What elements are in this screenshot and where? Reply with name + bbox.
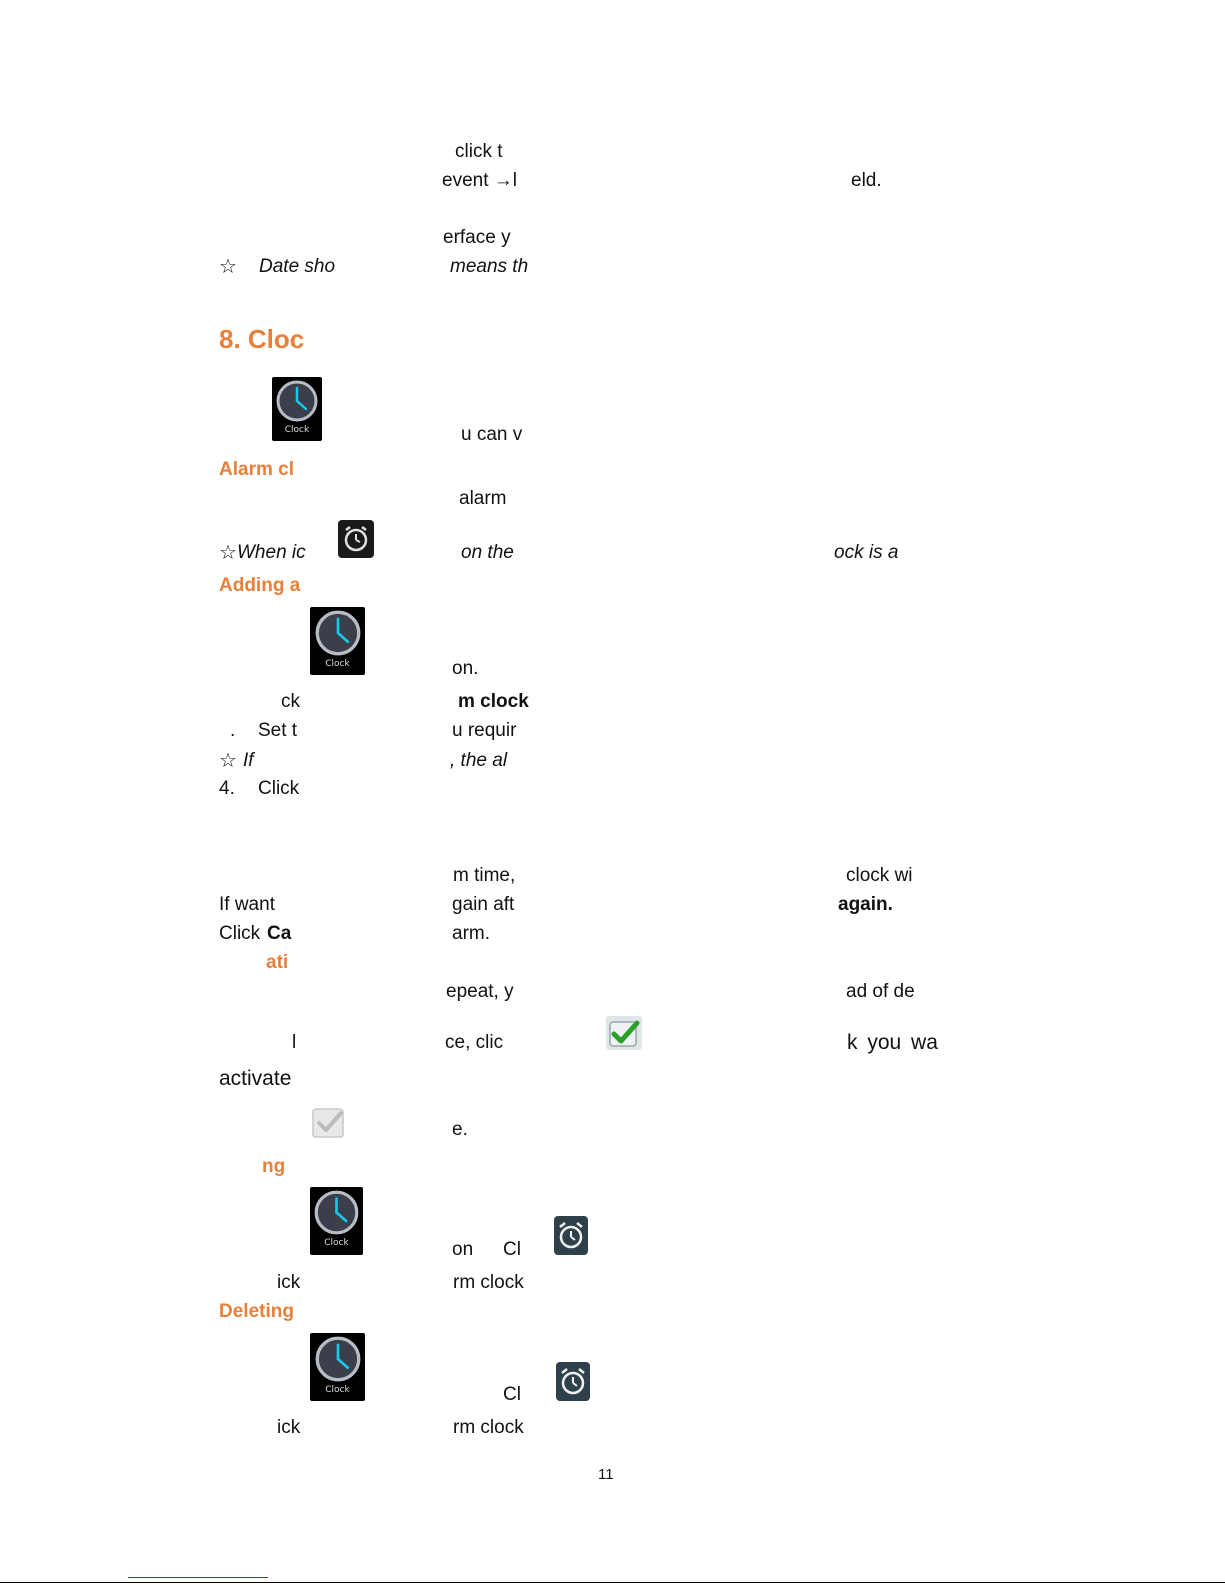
text-fragment: activate (219, 1067, 292, 1090)
subheading-alarm-clock: Alarm cl (219, 459, 294, 480)
text-fragment: clock wi (846, 865, 913, 886)
clock-face-icon (314, 1335, 362, 1383)
note-text: When ic (237, 542, 306, 563)
note-text: on the (461, 542, 514, 563)
text-fragment: rm clock (453, 1417, 524, 1438)
alarm-status-icon (338, 520, 374, 558)
note-text: If (243, 750, 254, 771)
text-fragment: ck (281, 691, 300, 712)
subheading-deleting: Deleting (219, 1301, 294, 1322)
alarm-tab-icon (554, 1216, 588, 1255)
text-fragment: Cl (503, 1239, 521, 1260)
text-fragment: m clock (458, 691, 529, 712)
text-fragment: again. (838, 894, 893, 915)
alarm-clock-icon (556, 1362, 590, 1401)
page-number: 11 (598, 1466, 614, 1483)
note-text: ock is a (834, 542, 899, 563)
text-fragment: eld. (851, 170, 882, 191)
clock-app-icon (310, 607, 365, 675)
checkbox-unchecked-icon (311, 1105, 347, 1139)
text-fragment: erface y (443, 227, 511, 248)
subheading-fragment: ati (266, 952, 289, 973)
text-fragment: ce, clic (445, 1032, 504, 1053)
text-fragment: l (292, 1032, 297, 1053)
alarm-clock-icon (338, 520, 374, 558)
alarm-tab-icon (556, 1362, 590, 1401)
text-fragment: rm clock (453, 1272, 524, 1293)
text-fragment: ad of de (846, 981, 915, 1002)
clock-face-icon (313, 1189, 360, 1236)
subheading-adding-alarm: Adding a (219, 575, 301, 596)
text-fragment: u can v (461, 424, 523, 445)
checkmark-gray-icon (311, 1105, 347, 1139)
text-fragment: . (230, 720, 236, 741)
text-fragment: u requir (452, 720, 517, 741)
text-fragment: If want (219, 894, 275, 915)
clock-face-icon (314, 609, 362, 657)
note-text: , the al (450, 750, 508, 771)
text-fragment: Click (219, 923, 261, 944)
clock-caption: Clock (325, 659, 350, 669)
note-text: Date sho (259, 256, 336, 277)
subheading-fragment: ng (262, 1156, 286, 1177)
link-underline (128, 1577, 268, 1578)
text-fragment: alarm (459, 488, 507, 509)
clock-caption: Clock (325, 1385, 350, 1395)
star-icon: ☆ (219, 750, 237, 772)
text-fragment: m time, (453, 865, 516, 886)
text-fragment: k you wa (847, 1031, 938, 1054)
checkbox-checked-icon (606, 1016, 642, 1050)
text-fragment: Set t (258, 720, 298, 741)
text-fragment: event →l (442, 170, 517, 191)
text-fragment: on (452, 1239, 474, 1260)
clock-app-icon (310, 1187, 363, 1255)
page-bottom-rule (0, 1582, 1225, 1583)
text-fragment: Cl (503, 1384, 521, 1405)
text-fragment: Ca (267, 923, 292, 944)
text-fragment: arm. (452, 923, 490, 944)
text-fragment: Click (258, 778, 300, 799)
clock-face-icon (275, 379, 319, 423)
text-fragment: epeat, y (446, 981, 514, 1002)
text-fragment: 4. (219, 778, 235, 799)
text-fragment: ick (277, 1417, 301, 1438)
text-fragment: click t (455, 141, 503, 162)
note-text: means th (450, 256, 529, 277)
text-fragment: gain aft (452, 894, 515, 915)
text-fragment: ick (277, 1272, 301, 1293)
clock-app-icon (310, 1333, 365, 1401)
clock-caption: Clock (284, 425, 310, 435)
star-icon: ☆ (219, 256, 237, 278)
text-fragment: e. (452, 1119, 468, 1140)
clock-app-icon (272, 377, 322, 441)
text-fragment: on. (452, 658, 479, 679)
star-icon: ☆ (219, 542, 237, 564)
clock-caption: Clock (324, 1238, 349, 1248)
section-title: 8. Cloc (219, 324, 305, 354)
checkmark-icon (606, 1016, 642, 1050)
alarm-clock-icon (554, 1216, 588, 1255)
